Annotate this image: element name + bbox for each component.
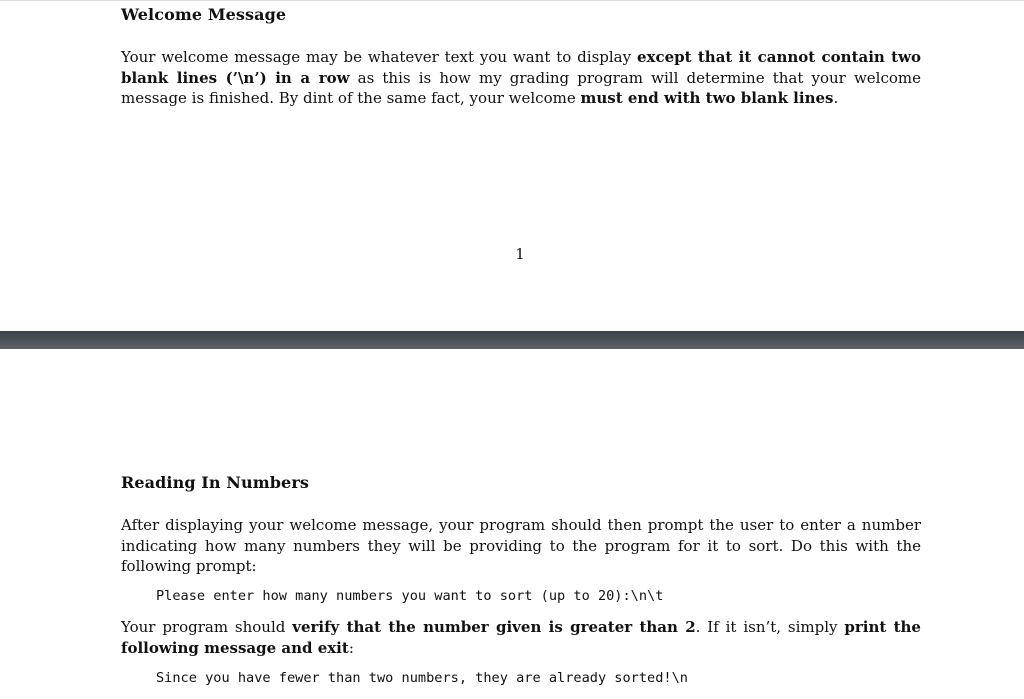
paragraph-text: . If it isn’t, simply [695,618,845,636]
paragraph-text: : [348,638,354,657]
verify-paragraph [121,617,921,658]
prompt-code-line: Please enter how many numbers you want to sort (up to 20):\n\t [156,588,664,604]
paragraph-bold-text: except that it cannot contain two blank lines (’\n’) in a row [121,48,921,87]
paragraph-bold-text: print the following message and exit [121,618,921,657]
paragraph-text: as this is how my grading program will determine that your welcome message is finished. By dint of the same fact, your welcome [121,68,921,107]
exit-message-code-line: Since you have fewer than two numbers, they are already sorted!\n [156,670,688,686]
document-page-1 [0,0,1024,331]
paragraph-bold-text: verify that the number given is greater than 2 [292,618,696,636]
page-number: 1 [515,245,525,263]
paragraph-text: Your program should [121,618,293,636]
document-page-2 [0,349,1024,699]
welcome-message-paragraph [121,47,921,109]
paragraph-text: . [833,89,839,107]
paragraph-text: Your welcome message may be whatever text you want to display [121,48,637,66]
paragraph-bold-text: must end with two blank lines [580,89,834,107]
section-heading-welcome-message: Welcome Message [121,5,287,24]
page-separator [0,331,1024,349]
reading-numbers-paragraph: After displaying your welcome message, your program should then prompt the user to enter a number indicating how many numbers they will be providing to the program for it to sort. Do this with the following prompt: [121,516,921,575]
section-heading-reading-in-numbers: Reading In Numbers [121,473,309,492]
